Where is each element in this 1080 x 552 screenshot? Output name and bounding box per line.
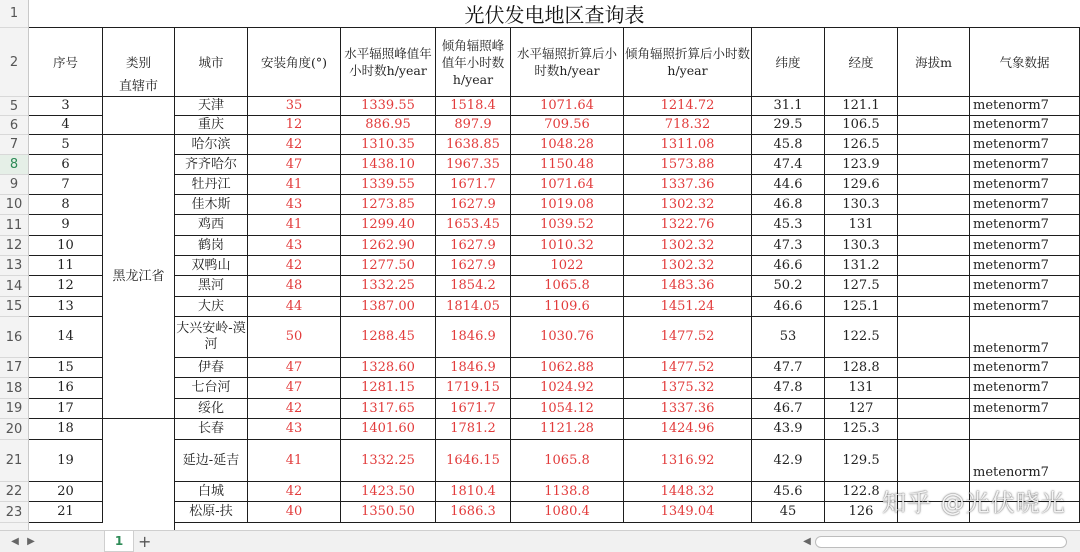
table-cell[interactable]: 1071.64 (511, 175, 624, 195)
table-cell[interactable]: 47 (248, 358, 341, 378)
table-cell[interactable]: 1302.32 (624, 236, 752, 256)
table-cell[interactable]: 14 (29, 317, 103, 358)
table-cell[interactable]: metenorm7 (970, 116, 1080, 135)
table-cell[interactable] (898, 97, 970, 116)
table-cell[interactable]: 8 (29, 195, 103, 215)
table-cell[interactable]: 9 (29, 215, 103, 236)
table-cell[interactable]: 1401.60 (341, 419, 436, 440)
table-cell[interactable]: 1024.92 (511, 378, 624, 399)
table-cell[interactable]: 45.8 (752, 135, 825, 155)
table-cell[interactable]: 46.6 (752, 297, 825, 317)
table-cell[interactable]: 1627.9 (436, 195, 511, 215)
table-cell[interactable]: 42.9 (752, 440, 825, 482)
table-cell[interactable]: 1387.00 (341, 297, 436, 317)
next-sheet-icon[interactable]: ▶ (27, 535, 35, 547)
table-cell[interactable]: 1019.08 (511, 195, 624, 215)
table-cell[interactable]: 5 (29, 135, 103, 155)
table-cell[interactable]: 43.9 (752, 419, 825, 440)
category-cell[interactable]: 黑龙江省 (103, 135, 175, 419)
table-cell[interactable]: 1375.32 (624, 378, 752, 399)
table-cell[interactable]: 11 (29, 256, 103, 276)
table-cell[interactable]: 1337.36 (624, 175, 752, 195)
table-cell[interactable]: 3 (29, 97, 103, 116)
table-cell[interactable]: 松原-扶 (175, 502, 248, 523)
table-cell[interactable] (898, 317, 970, 358)
table-cell[interactable]: 41 (248, 175, 341, 195)
table-cell[interactable]: 128.8 (825, 358, 898, 378)
table-cell[interactable]: 1277.50 (341, 256, 436, 276)
table-cell[interactable]: 126 (825, 502, 898, 523)
table-cell[interactable]: 大庆 (175, 297, 248, 317)
table-cell[interactable]: 50 (248, 317, 341, 358)
table-cell[interactable]: 131 (825, 215, 898, 236)
column-header[interactable]: 倾角辐照折算后小时数h/year (624, 28, 752, 97)
table-cell[interactable]: 1967.35 (436, 155, 511, 175)
table-cell[interactable]: 897.9 (436, 116, 511, 135)
category-cell[interactable]: 直辖市 (103, 79, 175, 135)
table-cell[interactable]: 双鸭山 (175, 256, 248, 276)
table-cell[interactable]: 1424.96 (624, 419, 752, 440)
table-cell[interactable]: 1311.08 (624, 135, 752, 155)
table-cell[interactable]: 42 (248, 399, 341, 419)
table-cell[interactable]: 1299.40 (341, 215, 436, 236)
table-cell[interactable]: 1573.88 (624, 155, 752, 175)
table-cell[interactable]: 1310.35 (341, 135, 436, 155)
table-cell[interactable]: 1477.52 (624, 317, 752, 358)
column-header[interactable]: 气象数据 (970, 28, 1080, 97)
table-cell[interactable]: 1438.10 (341, 155, 436, 175)
table-cell[interactable]: 16 (29, 378, 103, 399)
table-cell[interactable]: 47.7 (752, 358, 825, 378)
row-number[interactable]: 5 (0, 97, 28, 116)
table-cell[interactable]: metenorm7 (970, 378, 1080, 399)
table-cell[interactable]: 鹤岗 (175, 236, 248, 256)
table-cell[interactable]: 1671.7 (436, 399, 511, 419)
table-cell[interactable]: 718.32 (624, 116, 752, 135)
table-cell[interactable]: 47 (248, 155, 341, 175)
table-cell[interactable]: 1423.50 (341, 482, 436, 502)
table-cell[interactable]: 31.1 (752, 97, 825, 116)
table-cell[interactable]: 1518.4 (436, 97, 511, 116)
table-cell[interactable]: 19 (29, 440, 103, 482)
table-cell[interactable]: 13 (29, 297, 103, 317)
table-cell[interactable] (898, 399, 970, 419)
row-header-column[interactable] (0, 0, 29, 530)
table-cell[interactable]: 白城 (175, 482, 248, 502)
table-cell[interactable]: metenorm7 (970, 358, 1080, 378)
table-cell[interactable]: metenorm7 (970, 97, 1080, 116)
table-cell[interactable]: 1337.36 (624, 399, 752, 419)
table-cell[interactable]: 53 (752, 317, 825, 358)
table-cell[interactable]: 44.6 (752, 175, 825, 195)
table-cell[interactable]: 1686.3 (436, 502, 511, 523)
table-cell[interactable]: 绥化 (175, 399, 248, 419)
row-number[interactable]: 22 (0, 482, 28, 502)
table-cell[interactable] (898, 419, 970, 440)
table-cell[interactable]: 12 (248, 116, 341, 135)
table-cell[interactable]: 47.4 (752, 155, 825, 175)
table-cell[interactable]: 125.1 (825, 297, 898, 317)
table-cell[interactable]: 6 (29, 155, 103, 175)
table-cell[interactable]: 29.5 (752, 116, 825, 135)
table-cell[interactable]: 重庆 (175, 116, 248, 135)
table-cell[interactable]: 106.5 (825, 116, 898, 135)
table-cell[interactable]: 1627.9 (436, 256, 511, 276)
table-cell[interactable]: 48 (248, 276, 341, 297)
table-cell[interactable]: metenorm7 (970, 195, 1080, 215)
table-cell[interactable]: 40 (248, 502, 341, 523)
table-cell[interactable]: metenorm7 (970, 236, 1080, 256)
table-cell[interactable]: 1065.8 (511, 440, 624, 482)
table-cell[interactable]: 1350.50 (341, 502, 436, 523)
table-cell[interactable]: metenorm7 (970, 175, 1080, 195)
table-cell[interactable]: 1483.36 (624, 276, 752, 297)
table-cell[interactable]: 1121.28 (511, 419, 624, 440)
table-cell[interactable]: 20 (29, 482, 103, 502)
table-cell[interactable]: metenorm7 (970, 256, 1080, 276)
header-top-border (29, 27, 1080, 28)
table-cell[interactable]: 126.5 (825, 135, 898, 155)
table-cell[interactable]: 41 (248, 440, 341, 482)
table-cell[interactable]: 18 (29, 419, 103, 440)
table-cell[interactable]: 46.6 (752, 256, 825, 276)
table-cell[interactable]: 鸡西 (175, 215, 248, 236)
table-cell[interactable]: 122.8 (825, 482, 898, 502)
row-number[interactable]: 18 (0, 378, 28, 399)
table-cell[interactable]: 1288.45 (341, 317, 436, 358)
table-cell[interactable]: 130.3 (825, 236, 898, 256)
table-cell[interactable]: 127 (825, 399, 898, 419)
column-header[interactable]: 城市 (175, 28, 248, 97)
table-cell[interactable]: metenorm7 (970, 399, 1080, 419)
column-header[interactable]: 海拔m (898, 28, 970, 97)
table-cell[interactable]: 10 (29, 236, 103, 256)
table-cell[interactable]: 125.3 (825, 419, 898, 440)
table-cell[interactable]: 1332.25 (341, 440, 436, 482)
table-cell[interactable]: 1071.64 (511, 97, 624, 116)
table-cell[interactable]: 21 (29, 502, 103, 523)
table-cell[interactable]: 129.5 (825, 440, 898, 482)
table-cell[interactable]: metenorm7 (970, 215, 1080, 236)
column-header[interactable]: 安装角度(°) (248, 28, 341, 97)
table-cell[interactable] (898, 358, 970, 378)
horizontal-scrollbar[interactable] (815, 536, 1067, 548)
table-cell[interactable]: 44 (248, 297, 341, 317)
column-header[interactable]: 倾角辐照峰值年小时数h/year (436, 28, 511, 97)
table-cell[interactable]: 45.6 (752, 482, 825, 502)
table-cell[interactable]: 佳木斯 (175, 195, 248, 215)
table-cell[interactable]: 43 (248, 419, 341, 440)
table-cell[interactable]: 1477.52 (624, 358, 752, 378)
table-cell[interactable]: 1638.85 (436, 135, 511, 155)
row-number[interactable]: 10 (0, 195, 28, 215)
table-cell[interactable]: metenorm7 (970, 297, 1080, 317)
table-cell[interactable]: 1138.8 (511, 482, 624, 502)
table-cell[interactable]: 1339.55 (341, 175, 436, 195)
table-cell[interactable]: 1349.04 (624, 502, 752, 523)
row-number[interactable]: 14 (0, 276, 28, 297)
table-cell[interactable]: metenorm7 (970, 440, 1080, 482)
sheet-tab[interactable]: 1 (104, 531, 134, 552)
table-cell[interactable]: 46.8 (752, 195, 825, 215)
table-cell[interactable]: 天津 (175, 97, 248, 116)
table-cell[interactable]: 1451.24 (624, 297, 752, 317)
table-cell[interactable]: 1054.12 (511, 399, 624, 419)
table-cell[interactable]: 1080.4 (511, 502, 624, 523)
table-cell[interactable]: metenorm7 (970, 135, 1080, 155)
row-number[interactable]: 17 (0, 358, 28, 378)
table-cell[interactable]: 大兴安岭-漠河 (175, 317, 248, 358)
table-cell[interactable] (898, 440, 970, 482)
table-cell[interactable]: 1328.60 (341, 358, 436, 378)
table-cell[interactable]: 1214.72 (624, 97, 752, 116)
table-cell[interactable]: 1846.9 (436, 317, 511, 358)
table-cell[interactable]: 129.6 (825, 175, 898, 195)
table-cell[interactable]: 齐齐哈尔 (175, 155, 248, 175)
table-cell[interactable]: 131 (825, 378, 898, 399)
table-cell[interactable] (898, 175, 970, 195)
table-cell[interactable]: 121.1 (825, 97, 898, 116)
row-number[interactable]: 20 (0, 419, 28, 440)
table-cell[interactable]: 1302.32 (624, 195, 752, 215)
table-cell[interactable]: 七台河 (175, 378, 248, 399)
row-number[interactable]: 15 (0, 297, 28, 317)
table-cell[interactable] (970, 419, 1080, 440)
table-cell[interactable]: 1339.55 (341, 97, 436, 116)
table-cell[interactable]: 1262.90 (341, 236, 436, 256)
table-cell[interactable]: 41 (248, 215, 341, 236)
table-cell[interactable] (898, 116, 970, 135)
table-cell[interactable]: 43 (248, 195, 341, 215)
table-cell[interactable]: 1281.15 (341, 378, 436, 399)
table-cell[interactable]: 47.8 (752, 378, 825, 399)
table-cell[interactable]: 1810.4 (436, 482, 511, 502)
table-cell[interactable]: 1039.52 (511, 215, 624, 236)
category-cell[interactable] (103, 419, 175, 530)
table-cell[interactable]: 1317.65 (341, 399, 436, 419)
table-cell[interactable]: 4 (29, 116, 103, 135)
table-cell[interactable]: 46.7 (752, 399, 825, 419)
table-cell[interactable]: 123.9 (825, 155, 898, 175)
row-number[interactable]: 12 (0, 236, 28, 256)
row-number[interactable]: 21 (0, 440, 28, 482)
row-number[interactable]: 8 (0, 155, 28, 175)
table-cell[interactable]: 42 (248, 482, 341, 502)
table-cell[interactable]: 886.95 (341, 116, 436, 135)
table-cell[interactable]: 12 (29, 276, 103, 297)
row-number[interactable]: 23 (0, 502, 28, 523)
row-number[interactable]: 1 (0, 0, 28, 28)
row-number[interactable]: 13 (0, 256, 28, 276)
row-number[interactable]: 19 (0, 399, 28, 419)
row-number[interactable]: 2 (0, 28, 28, 97)
column-header[interactable]: 纬度 (752, 28, 825, 97)
table-cell[interactable]: 122.5 (825, 317, 898, 358)
table-cell[interactable]: 50.2 (752, 276, 825, 297)
table-cell[interactable]: 7 (29, 175, 103, 195)
table-cell[interactable]: 47.3 (752, 236, 825, 256)
table-cell[interactable]: 15 (29, 358, 103, 378)
table-cell[interactable]: 1627.9 (436, 236, 511, 256)
table-cell[interactable]: 709.56 (511, 116, 624, 135)
table-cell[interactable]: 1109.6 (511, 297, 624, 317)
table-cell[interactable]: 1332.25 (341, 276, 436, 297)
row-number[interactable]: 6 (0, 116, 28, 135)
prev-sheet-icon[interactable]: ◀ (11, 535, 19, 547)
table-cell[interactable] (898, 378, 970, 399)
table-cell[interactable]: 127.5 (825, 276, 898, 297)
table-cell[interactable]: 1646.15 (436, 440, 511, 482)
table-cell[interactable] (898, 135, 970, 155)
table-cell[interactable]: 130.3 (825, 195, 898, 215)
column-header[interactable]: 序号 (29, 28, 103, 97)
table-cell[interactable]: 1065.8 (511, 276, 624, 297)
table-cell[interactable]: 1030.76 (511, 317, 624, 358)
table-cell[interactable] (898, 236, 970, 256)
table-cell[interactable]: 1781.2 (436, 419, 511, 440)
table-cell[interactable] (898, 297, 970, 317)
table-cell[interactable]: 35 (248, 97, 341, 116)
table-cell[interactable]: 1022 (511, 256, 624, 276)
watermark: 知乎 @光伏晓光 (882, 489, 1066, 517)
column-header[interactable]: 类别 (103, 28, 175, 97)
table-cell[interactable]: 1671.7 (436, 175, 511, 195)
column-header[interactable]: 水平辐照折算后小时数h/year (511, 28, 624, 97)
sheet-tab-bar (0, 530, 1080, 552)
table-cell[interactable]: 黑河 (175, 276, 248, 297)
add-sheet-button[interactable]: + (138, 531, 152, 551)
table-cell[interactable]: 1846.9 (436, 358, 511, 378)
table-cell[interactable]: metenorm7 (970, 317, 1080, 358)
table-cell[interactable] (898, 256, 970, 276)
table-cell[interactable]: 43 (248, 236, 341, 256)
table-cell[interactable]: 47 (248, 378, 341, 399)
sheet-title[interactable]: 光伏发电地区查询表 (29, 0, 1080, 28)
table-cell[interactable]: 45 (752, 502, 825, 523)
table-cell[interactable]: 17 (29, 399, 103, 419)
table-cell[interactable]: 1653.45 (436, 215, 511, 236)
table-cell[interactable]: 1448.32 (624, 482, 752, 502)
table-cell[interactable]: 1814.05 (436, 297, 511, 317)
row-number[interactable]: 7 (0, 135, 28, 155)
table-cell[interactable]: 延边-延吉 (175, 440, 248, 482)
table-cell[interactable]: 长春 (175, 419, 248, 440)
table-cell[interactable]: 1010.32 (511, 236, 624, 256)
table-cell[interactable]: 哈尔滨 (175, 135, 248, 155)
column-header[interactable]: 经度 (825, 28, 898, 97)
table-cell[interactable]: 42 (248, 256, 341, 276)
table-cell[interactable]: 1316.92 (624, 440, 752, 482)
table-cell[interactable]: 伊春 (175, 358, 248, 378)
table-cell[interactable]: 1273.85 (341, 195, 436, 215)
table-cell[interactable]: 1719.15 (436, 378, 511, 399)
row-number[interactable]: 9 (0, 175, 28, 195)
table-cell[interactable]: 131.2 (825, 256, 898, 276)
table-cell[interactable]: 42 (248, 135, 341, 155)
table-cell[interactable] (898, 276, 970, 297)
table-cell[interactable]: 1854.2 (436, 276, 511, 297)
table-cell[interactable] (898, 155, 970, 175)
table-cell[interactable]: 1062.88 (511, 358, 624, 378)
table-cell[interactable]: metenorm7 (970, 276, 1080, 297)
row-number[interactable]: 11 (0, 215, 28, 236)
table-cell[interactable] (898, 195, 970, 215)
table-cell[interactable]: 1150.48 (511, 155, 624, 175)
row-number[interactable]: 16 (0, 317, 28, 358)
scroll-left-icon[interactable]: ◀ (803, 535, 811, 547)
table-cell[interactable] (898, 215, 970, 236)
table-cell[interactable]: 1322.76 (624, 215, 752, 236)
table-cell[interactable]: 1048.28 (511, 135, 624, 155)
table-cell[interactable]: 1302.32 (624, 256, 752, 276)
column-header[interactable]: 水平辐照峰值年小时数h/year (341, 28, 436, 97)
table-cell[interactable]: 45.3 (752, 215, 825, 236)
table-cell[interactable]: metenorm7 (970, 155, 1080, 175)
table-cell[interactable]: 牡丹江 (175, 175, 248, 195)
